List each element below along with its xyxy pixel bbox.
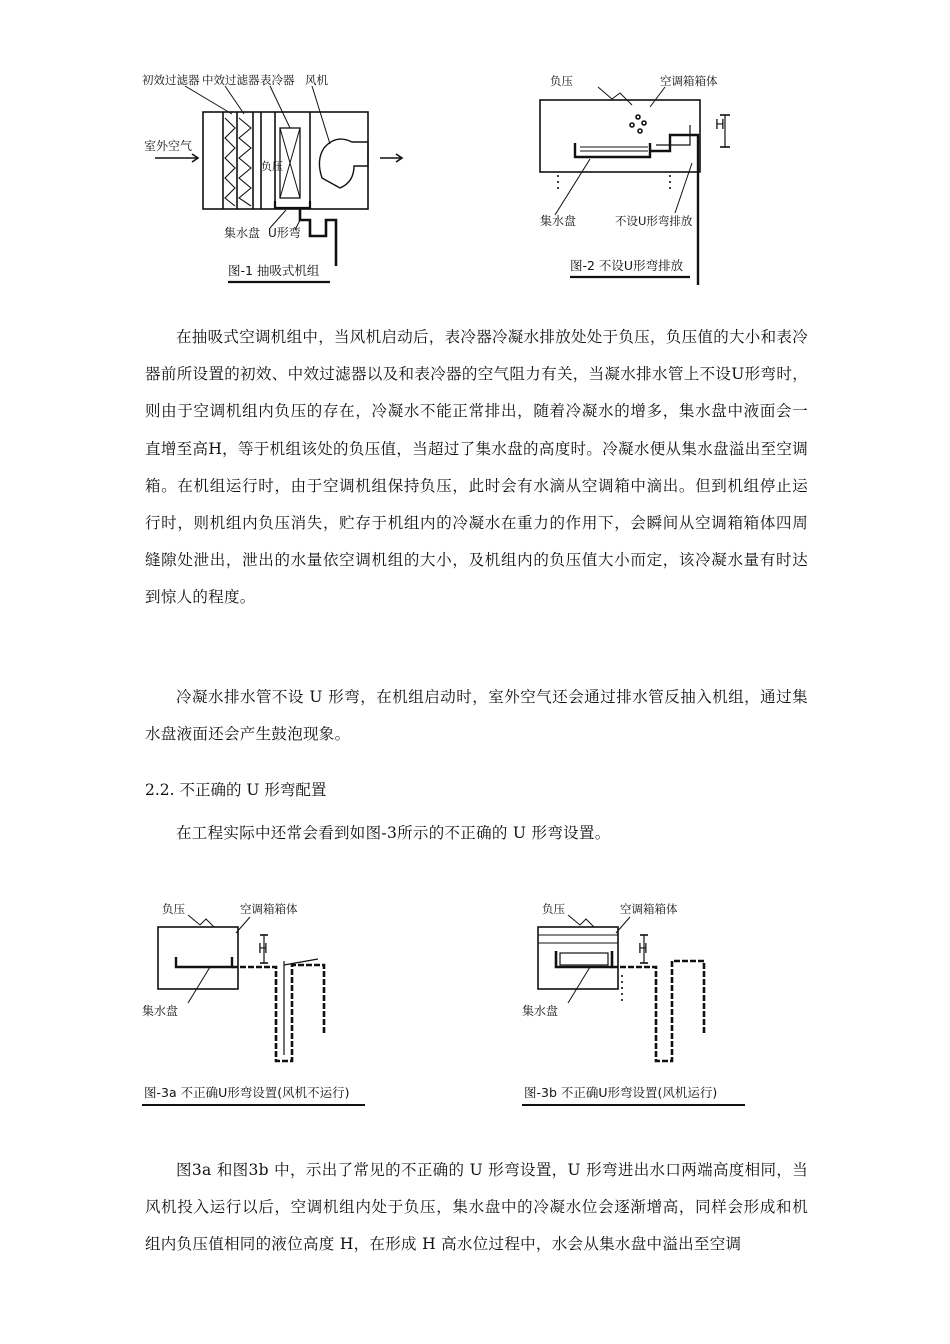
paragraph-1: 在抽吸式空调机组中，当风机启动后，表冷器冷凝水排放处处于负压，负压值的大小和表冷器前所设置的初效、中效过滤器以及和表冷器的空气阻力有关，当凝水排水管上不设U形弯时，则由于空调机组内负压的存在，冷凝水不能正常排出，随着冷凝水的增多，集水盘中液面会一直增至高H，等于机组该处的负压值，当超过了集水盘的高度时。冷凝水便从集水盘溢出至空调箱。在机组运行时，由于空调机组保持负压，此时会有水滴从空调箱中滴出。但到机组停止运行时，则机组内负压消失，贮存于机组内的冷凝水在重力的作用下，会瞬间从空调箱箱体四周缝隙处泄出，泄出的水量依空调机组的大小，及机组内的负压值大小而定，该冷凝水量有时达到惊人的程度。 <box>145 328 809 607</box>
label-cooler: 表冷器 <box>260 73 295 87</box>
figure-3a <box>140 895 380 1115</box>
paragraph-3: 在工程实际中还常会看到如图-3所示的不正确的 U 形弯设置。 <box>176 824 611 842</box>
label-fan: 风机 <box>305 73 328 87</box>
label-negative-pressure: 负压 <box>162 902 185 916</box>
label-outdoor-air: 室外空气 <box>144 139 193 153</box>
label-negative-pressure: 负压 <box>542 902 565 916</box>
label-drip-pan: 集水盘 <box>224 226 261 240</box>
label-negative-pressure: 负压 <box>261 160 283 173</box>
label-drip-pan: 集水盘 <box>522 1004 559 1018</box>
label-ahu-casing: 空调箱箱体 <box>620 902 678 916</box>
label-negative-pressure: 负压 <box>550 74 573 88</box>
figure-3b <box>520 895 760 1115</box>
label-ahu-casing: 空调箱箱体 <box>660 74 718 88</box>
figure-3a-caption: 图-3a 不正确U形弯设置(风机不运行) <box>144 1085 350 1100</box>
label-u-trap: U形弯 <box>268 226 301 240</box>
label-drip-pan: 集水盘 <box>540 214 577 228</box>
figure-1 <box>140 70 420 290</box>
figure-1-caption: 图-1 抽吸式机组 <box>228 263 320 278</box>
label-medium-filter: 中效过滤器 <box>202 73 260 87</box>
label-primary-filter: 初效过滤器 <box>142 73 200 87</box>
figure-3b-drawing <box>520 895 760 1115</box>
label-height: H <box>638 942 648 957</box>
ahu-casing <box>158 927 238 989</box>
figure-1-drawing <box>140 70 420 290</box>
paragraph-2: 冷凝水排水管不设 U 形弯，在机组启动时，室外空气还会通过排水管反抽入机组，通过集水盘液面还会产生鼓泡现象。 <box>145 688 808 744</box>
label-no-trap: 不设U形弯排放 <box>615 214 693 228</box>
figure-2-drawing <box>520 65 760 290</box>
label-height: H <box>258 942 268 957</box>
figure-3b-caption: 图-3b 不正确U形弯设置(风机运行) <box>524 1085 718 1100</box>
ahu-casing <box>538 927 618 989</box>
figure-2 <box>520 65 760 290</box>
section-heading: 2.2. 不正确的 U 形弯配置 <box>145 781 327 799</box>
label-height: H <box>715 118 725 133</box>
label-ahu-casing: 空调箱箱体 <box>240 902 298 916</box>
figure-3a-drawing <box>140 895 380 1115</box>
label-drip-pan: 集水盘 <box>142 1004 179 1018</box>
paragraph-4: 图3a 和图3b 中，示出了常见的不正确的 U 形弯设置，U 形弯进出水口两端高度相同，当风机投入运行以后，空调机组内处于负压，集水盘中的冷凝水位会逐渐增高，同样会形成和机组内负压值相同的液位高度 H，在形成 H 高水位过程中，水会从集水盘中溢出至空调 <box>145 1161 808 1254</box>
figure-2-caption: 图-2 不设U形弯排放 <box>570 258 684 273</box>
